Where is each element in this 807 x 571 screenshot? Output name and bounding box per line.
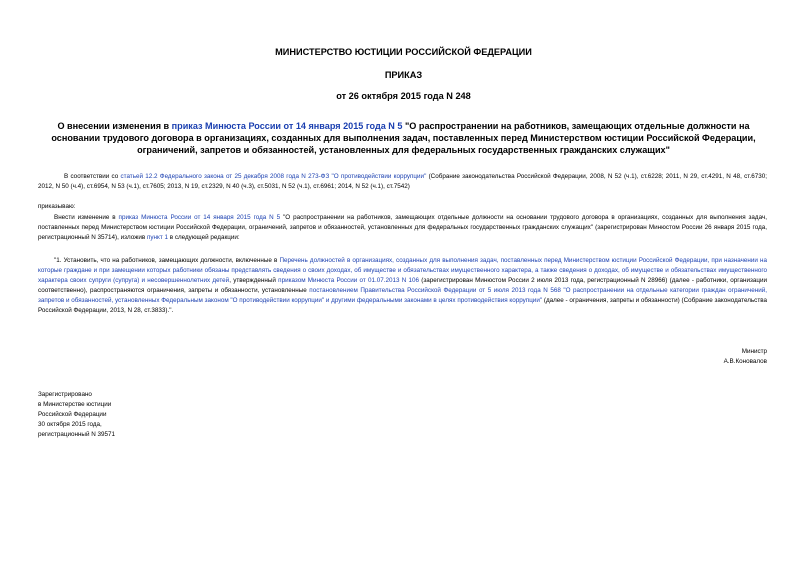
preamble-paragraph bbox=[38, 172, 767, 192]
preamble-rest: (Собрание законодательства Российской Федерации, 2008, N 52 (ч.1), ст.6228; 2011, N 29, ст.4291, N 48, ст.6730; 2012, N 50 (ч.4), ст.6954, N 53 (ч.1), ст.7605; 2013, N 19, ст.2329, N 40 (ч.3), ст.5031, N 52 (ч.1), ст.6961; 2014, N 52 (ч.1), ст.7542) bbox=[38, 173, 767, 190]
quote-mid: , утвержденный bbox=[229, 277, 279, 284]
title-prefix: О внесении изменения в bbox=[57, 121, 172, 131]
quote-lead: "1. Установить, что на работников, замещающих должности, включенные в bbox=[54, 257, 280, 264]
registration-line: 30 октября 2015 года, bbox=[38, 421, 102, 428]
quote-paragraph bbox=[38, 256, 767, 316]
registration-line: регистрационный N 39571 bbox=[38, 431, 116, 438]
amendment-tail: в следующей редакции: bbox=[167, 234, 240, 241]
registration-line: в Министерстве юстиции bbox=[38, 401, 112, 408]
amendment-paragraph bbox=[38, 213, 767, 243]
quote-tail: (далее - ограничения, запреты и обязанности) (Собрание законодательства Российской Федерации, 2013, N 28, ст.3833).". bbox=[38, 297, 767, 314]
amendment-link[interactable]: приказ Минюста России от 14 января 2015 года N 5 bbox=[118, 214, 281, 221]
date-number-heading: от 26 октября 2015 года N 248 bbox=[336, 91, 471, 101]
ministry-heading: МИНИСТЕРСТВО ЮСТИЦИИ РОССИЙСКОЙ ФЕДЕРАЦИИ bbox=[275, 47, 532, 57]
quote-link-order[interactable]: приказом Минюста России от 01.07.2013 N 106 bbox=[278, 277, 420, 284]
order-word: приказываю: bbox=[38, 203, 76, 210]
quote-link-list[interactable]: Перечень должностей в организациях, созданных для выполнения задач, поставленных перед Министерством юстиции Российской Федерации, при назначении на которые граждане и при замещении которых работники обязаны представлять сведения о своих доходах, об имуществе и обязательствах имущественного характера, а также сведения о доходах, об имуществе и обязательствах имущественного характера своих супруги (супруга) и несовершеннолетних детей bbox=[38, 257, 768, 284]
amendment-rest: "О распространении на работников, замещающих отдельные должности на основании трудового договора в организациях, созданных для выполнения задач, поставленных перед Министерством юстиции Российской Федерации, ограничений, запретов и обязанностей, установленных для федеральных государственных гражданских служащих" (зарегистрирован Минюстом России 26 января 2015 года, регистрационный N 35714), изложив bbox=[38, 214, 767, 241]
preamble-link[interactable]: статьей 12.2 Федерального закона от 25 декабря 2008 года N 273-ФЗ "О противодействии коррупции" bbox=[120, 173, 427, 180]
amendment-lead: Внести изменение в bbox=[54, 214, 119, 221]
quote-mid2: (зарегистрирован Минюстом России 2 июля 2013 года, регистрационный N 28966) (далее - работники, организации соответственно), распространяются ограничения, запреты и обязанности, установленные bbox=[38, 277, 767, 294]
preamble-lead: В соответствии со bbox=[64, 173, 121, 180]
title-link[interactable]: приказ Минюста России от 14 января 2015 года N 5 bbox=[171, 121, 403, 131]
quote-link-decree[interactable]: постановлением Правительства Российской Федерации от 5 июля 2013 года N 568 "О распространении на отдельные категории граждан ограничений, запретов и обязанностей, установленных Федеральным законом "О противодействии коррупции" и другими федеральными законами в целях противодействия коррупции" bbox=[38, 287, 767, 304]
amendment-link-point[interactable]: пункт 1 bbox=[146, 234, 168, 241]
title-rest: "О распространении на работников, замещающих отдельные должности на основании трудового договора в организациях, созданных для выполнения задач, поставленных перед Министерством юстиции Российской Федерации, ограничений, запретов и обязанностей, установленных для федеральных государственных гражданских служащих" bbox=[51, 121, 756, 155]
registration-line: Зарегистрировано bbox=[38, 391, 92, 398]
document-title bbox=[36, 120, 771, 156]
signature-position: Министр bbox=[741, 348, 767, 355]
registration-line: Российской Федерации bbox=[38, 411, 107, 418]
doc-type-heading: ПРИКАЗ bbox=[384, 70, 423, 80]
signature-name: А.В.Коновалов bbox=[723, 358, 767, 365]
